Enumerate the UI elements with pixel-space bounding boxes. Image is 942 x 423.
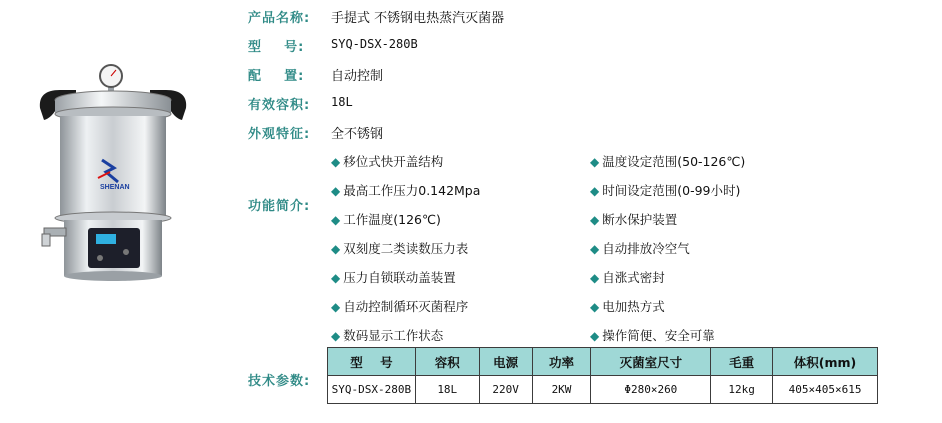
- feature-text: 自涨式密封: [602, 270, 665, 285]
- product-name-value: 手提式 不锈钢电热蒸汽灭菌器: [331, 11, 505, 26]
- feature-text: 数码显示工作状态: [343, 328, 444, 343]
- table-header-row: [328, 348, 878, 376]
- column-header: 容积: [415, 348, 479, 376]
- diamond-bullet-icon: ◆: [590, 300, 600, 314]
- feature-item: [331, 181, 480, 199]
- feature-text: 时间设定范围(0-99小时): [602, 183, 741, 198]
- table-cell: 12kg: [711, 376, 773, 404]
- diamond-bullet-icon: ◆: [331, 155, 341, 169]
- column-header: 体积(mm): [773, 348, 878, 376]
- product-logo-text: SHENAN: [100, 184, 130, 191]
- diamond-bullet-icon: ◆: [331, 271, 341, 285]
- product-name-label: 产品名称:: [248, 11, 311, 26]
- column-header: 电源: [479, 348, 532, 376]
- appearance-label: 外观特征:: [248, 127, 311, 142]
- table-cell: 220V: [479, 376, 532, 404]
- column-header: 型 号: [328, 348, 416, 376]
- feature-text: 电加热方式: [602, 299, 665, 314]
- table-cell: SYQ-DSX-280B: [328, 376, 416, 404]
- table-row: [328, 376, 878, 404]
- product-image: [28, 60, 198, 290]
- diamond-bullet-icon: ◆: [331, 300, 341, 314]
- diamond-bullet-icon: ◆: [590, 184, 600, 198]
- column-header: 功率: [532, 348, 591, 376]
- specs-table: [327, 347, 878, 404]
- feature-text: 双刻度二类读数压力表: [343, 241, 469, 256]
- specs-label: 技术参数:: [248, 374, 311, 389]
- feature-text: 压力自锁联动盖装置: [343, 270, 456, 285]
- table-cell: 405×405×615: [773, 376, 878, 404]
- diamond-bullet-icon: ◆: [331, 184, 341, 198]
- volume-value: 18L: [331, 95, 353, 109]
- config-label: 配 置:: [248, 69, 305, 84]
- feature-text: 工作温度(126℃): [343, 212, 441, 227]
- diamond-bullet-icon: ◆: [590, 271, 600, 285]
- model-value: SYQ-DSX-280B: [331, 37, 418, 51]
- diamond-bullet-icon: ◆: [590, 155, 600, 169]
- feature-item: [331, 326, 443, 344]
- diamond-bullet-icon: ◆: [331, 242, 341, 256]
- feature-text: 操作简便、安全可靠: [602, 328, 715, 343]
- feature-item: [590, 297, 665, 315]
- feature-item: [590, 181, 740, 199]
- diamond-bullet-icon: ◆: [590, 213, 600, 227]
- features-label: 功能简介:: [248, 199, 311, 214]
- volume-label: 有效容积:: [248, 98, 311, 113]
- feature-item: [590, 268, 665, 286]
- table-cell: 18L: [415, 376, 479, 404]
- feature-item: [331, 152, 443, 170]
- feature-item: [331, 268, 456, 286]
- feature-item: [590, 326, 715, 344]
- config-value: 自动控制: [331, 69, 384, 84]
- feature-item: [331, 210, 441, 228]
- feature-text: 自动排放冷空气: [602, 241, 690, 256]
- feature-item: [331, 297, 468, 315]
- appearance-value: 全不锈钢: [331, 127, 384, 142]
- feature-text: 最高工作压力0.142Mpa: [343, 183, 481, 198]
- column-header: 灭菌室尺寸: [591, 348, 711, 376]
- diamond-bullet-icon: ◆: [331, 213, 341, 227]
- diamond-bullet-icon: ◆: [590, 242, 600, 256]
- column-header: 毛重: [711, 348, 773, 376]
- feature-text: 断水保护装置: [602, 212, 678, 227]
- feature-item: [331, 239, 468, 257]
- model-label: 型 号:: [248, 40, 305, 55]
- feature-item: [590, 239, 690, 257]
- diamond-bullet-icon: ◆: [590, 329, 600, 343]
- table-cell: 2KW: [532, 376, 591, 404]
- feature-text: 温度设定范围(50-126℃): [602, 154, 746, 169]
- feature-text: 自动控制循环灭菌程序: [343, 299, 469, 314]
- feature-text: 移位式快开盖结构: [343, 154, 444, 169]
- table-cell: Φ280×260: [591, 376, 711, 404]
- feature-item: [590, 152, 745, 170]
- feature-item: [590, 210, 677, 228]
- diamond-bullet-icon: ◆: [331, 329, 341, 343]
